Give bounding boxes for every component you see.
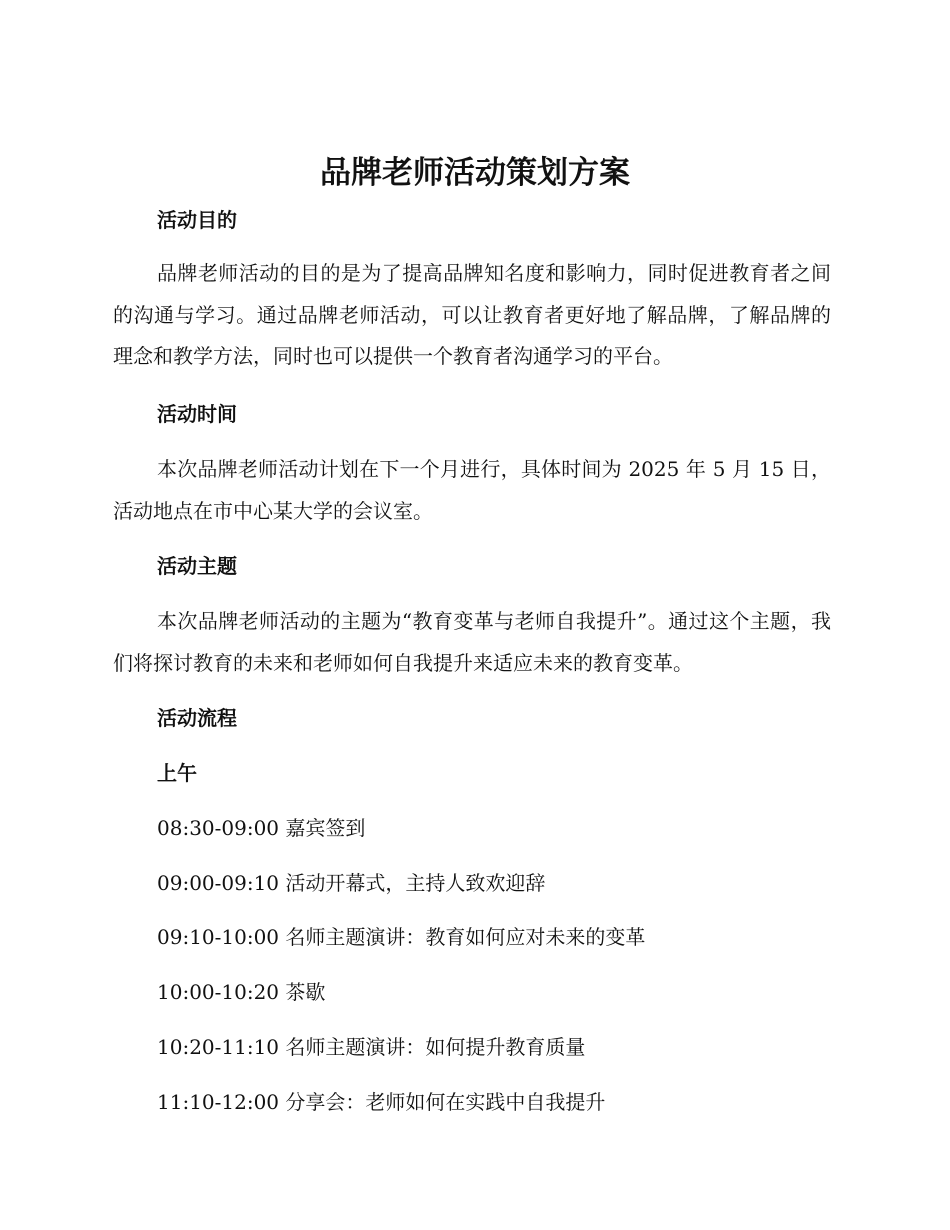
schedule-morning-heading: 上午 (157, 761, 197, 785)
schedule-item: 08:30-09:00 嘉宾签到 (157, 816, 366, 840)
section-heading-time: 活动时间 (157, 402, 237, 426)
schedule-item: 10:20-11:10 名师主题演讲：如何提升教育质量 (157, 1035, 586, 1059)
section-heading-theme: 活动主题 (157, 554, 237, 578)
schedule-item: 09:10-10:00 名师主题演讲：教育如何应对未来的变革 (157, 925, 646, 949)
schedule-item: 10:00-10:20 茶歇 (157, 980, 326, 1004)
section-heading-schedule: 活动流程 (157, 706, 237, 730)
section-heading-purpose: 活动目的 (157, 208, 237, 232)
document-title: 品牌老师活动策划方案 (320, 155, 630, 191)
section-body-theme: 本次品牌老师活动的主题为“教育变革与老师自我提升”。通过这个主题，我们将探讨教育的未来和老师如何自我提升来适应未来的教育变革。 (113, 609, 831, 675)
schedule-item: 09:00-09:10 活动开幕式，主持人致欢迎辞 (157, 871, 546, 895)
schedule-item: 11:10-12:00 分享会：老师如何在实践中自我提升 (157, 1090, 606, 1114)
section-body-time: 本次品牌老师活动计划在下一个月进行，具体时间为 2025 年 5 月 15 日，活动地点在市中心某大学的会议室。 (113, 457, 831, 523)
section-body-purpose: 品牌老师活动的目的是为了提高品牌知名度和影响力，同时促进教育者之间的沟通与学习。通过品牌老师活动，可以让教育者更好地了解品牌，了解品牌的理念和教学方法，同时也可以提供一个教育者沟通学习的平台。 (113, 261, 831, 368)
